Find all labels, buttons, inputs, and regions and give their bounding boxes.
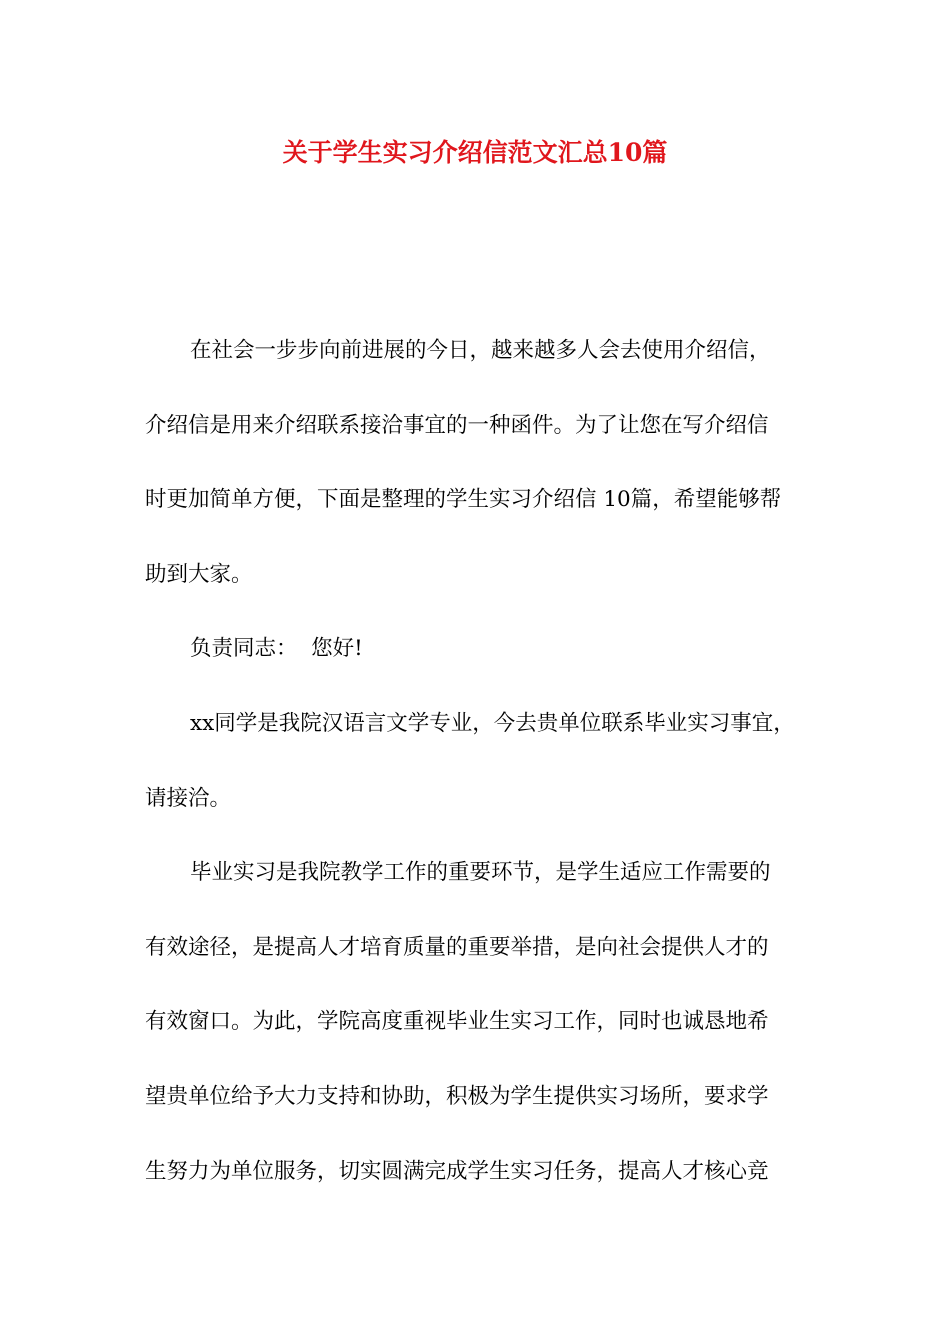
paragraph-student bbox=[145, 687, 810, 836]
paragraph-greeting bbox=[145, 612, 810, 687]
paragraph-line: 生努力为单位服务，切实圆满完成学生实习任务，提高人才核心竞 bbox=[145, 1158, 769, 1184]
paragraph-line: 有效窗口。为此，学院高度重视毕业生实习工作，同时也诚恳地希 bbox=[145, 1009, 769, 1035]
document-body bbox=[145, 314, 810, 1209]
paragraph-line: 在社会一步步向前进展的今日，越来越多人会去使用介绍信， bbox=[190, 338, 771, 363]
document-title: 关于学生实习介绍信范文汇总10篇 bbox=[282, 138, 668, 167]
paragraph-line: 请接洽。 bbox=[145, 785, 232, 811]
paragraph-line: 望贵单位给予大力支持和协助，积极为学生提供实习场所，要求学 bbox=[145, 1083, 769, 1109]
paragraph-line: 负责同志： 您好! bbox=[190, 636, 363, 662]
paragraph-line: 毕业实习是我院教学工作的重要环节，是学生适应工作需要的 bbox=[190, 860, 771, 886]
paragraph-line: 时更加简单方便，下面是整理的学生实习介绍信 10篇，希望能够帮 bbox=[145, 487, 782, 513]
paragraph-line: xx同学是我院汉语言文学专业，今去贵单位联系毕业实习事宜， bbox=[190, 710, 795, 736]
paragraph-line: 助到大家。 bbox=[145, 561, 253, 587]
paragraph-line: 有效途径，是提高人才培育质量的重要举措，是向社会提供人才的 bbox=[145, 934, 769, 960]
paragraph-line: 介绍信是用来介绍联系接洽事宜的一种函件。为了让您在写介绍信 bbox=[145, 412, 769, 438]
paragraph-intro bbox=[145, 314, 810, 612]
paragraph-internship bbox=[145, 836, 810, 1209]
